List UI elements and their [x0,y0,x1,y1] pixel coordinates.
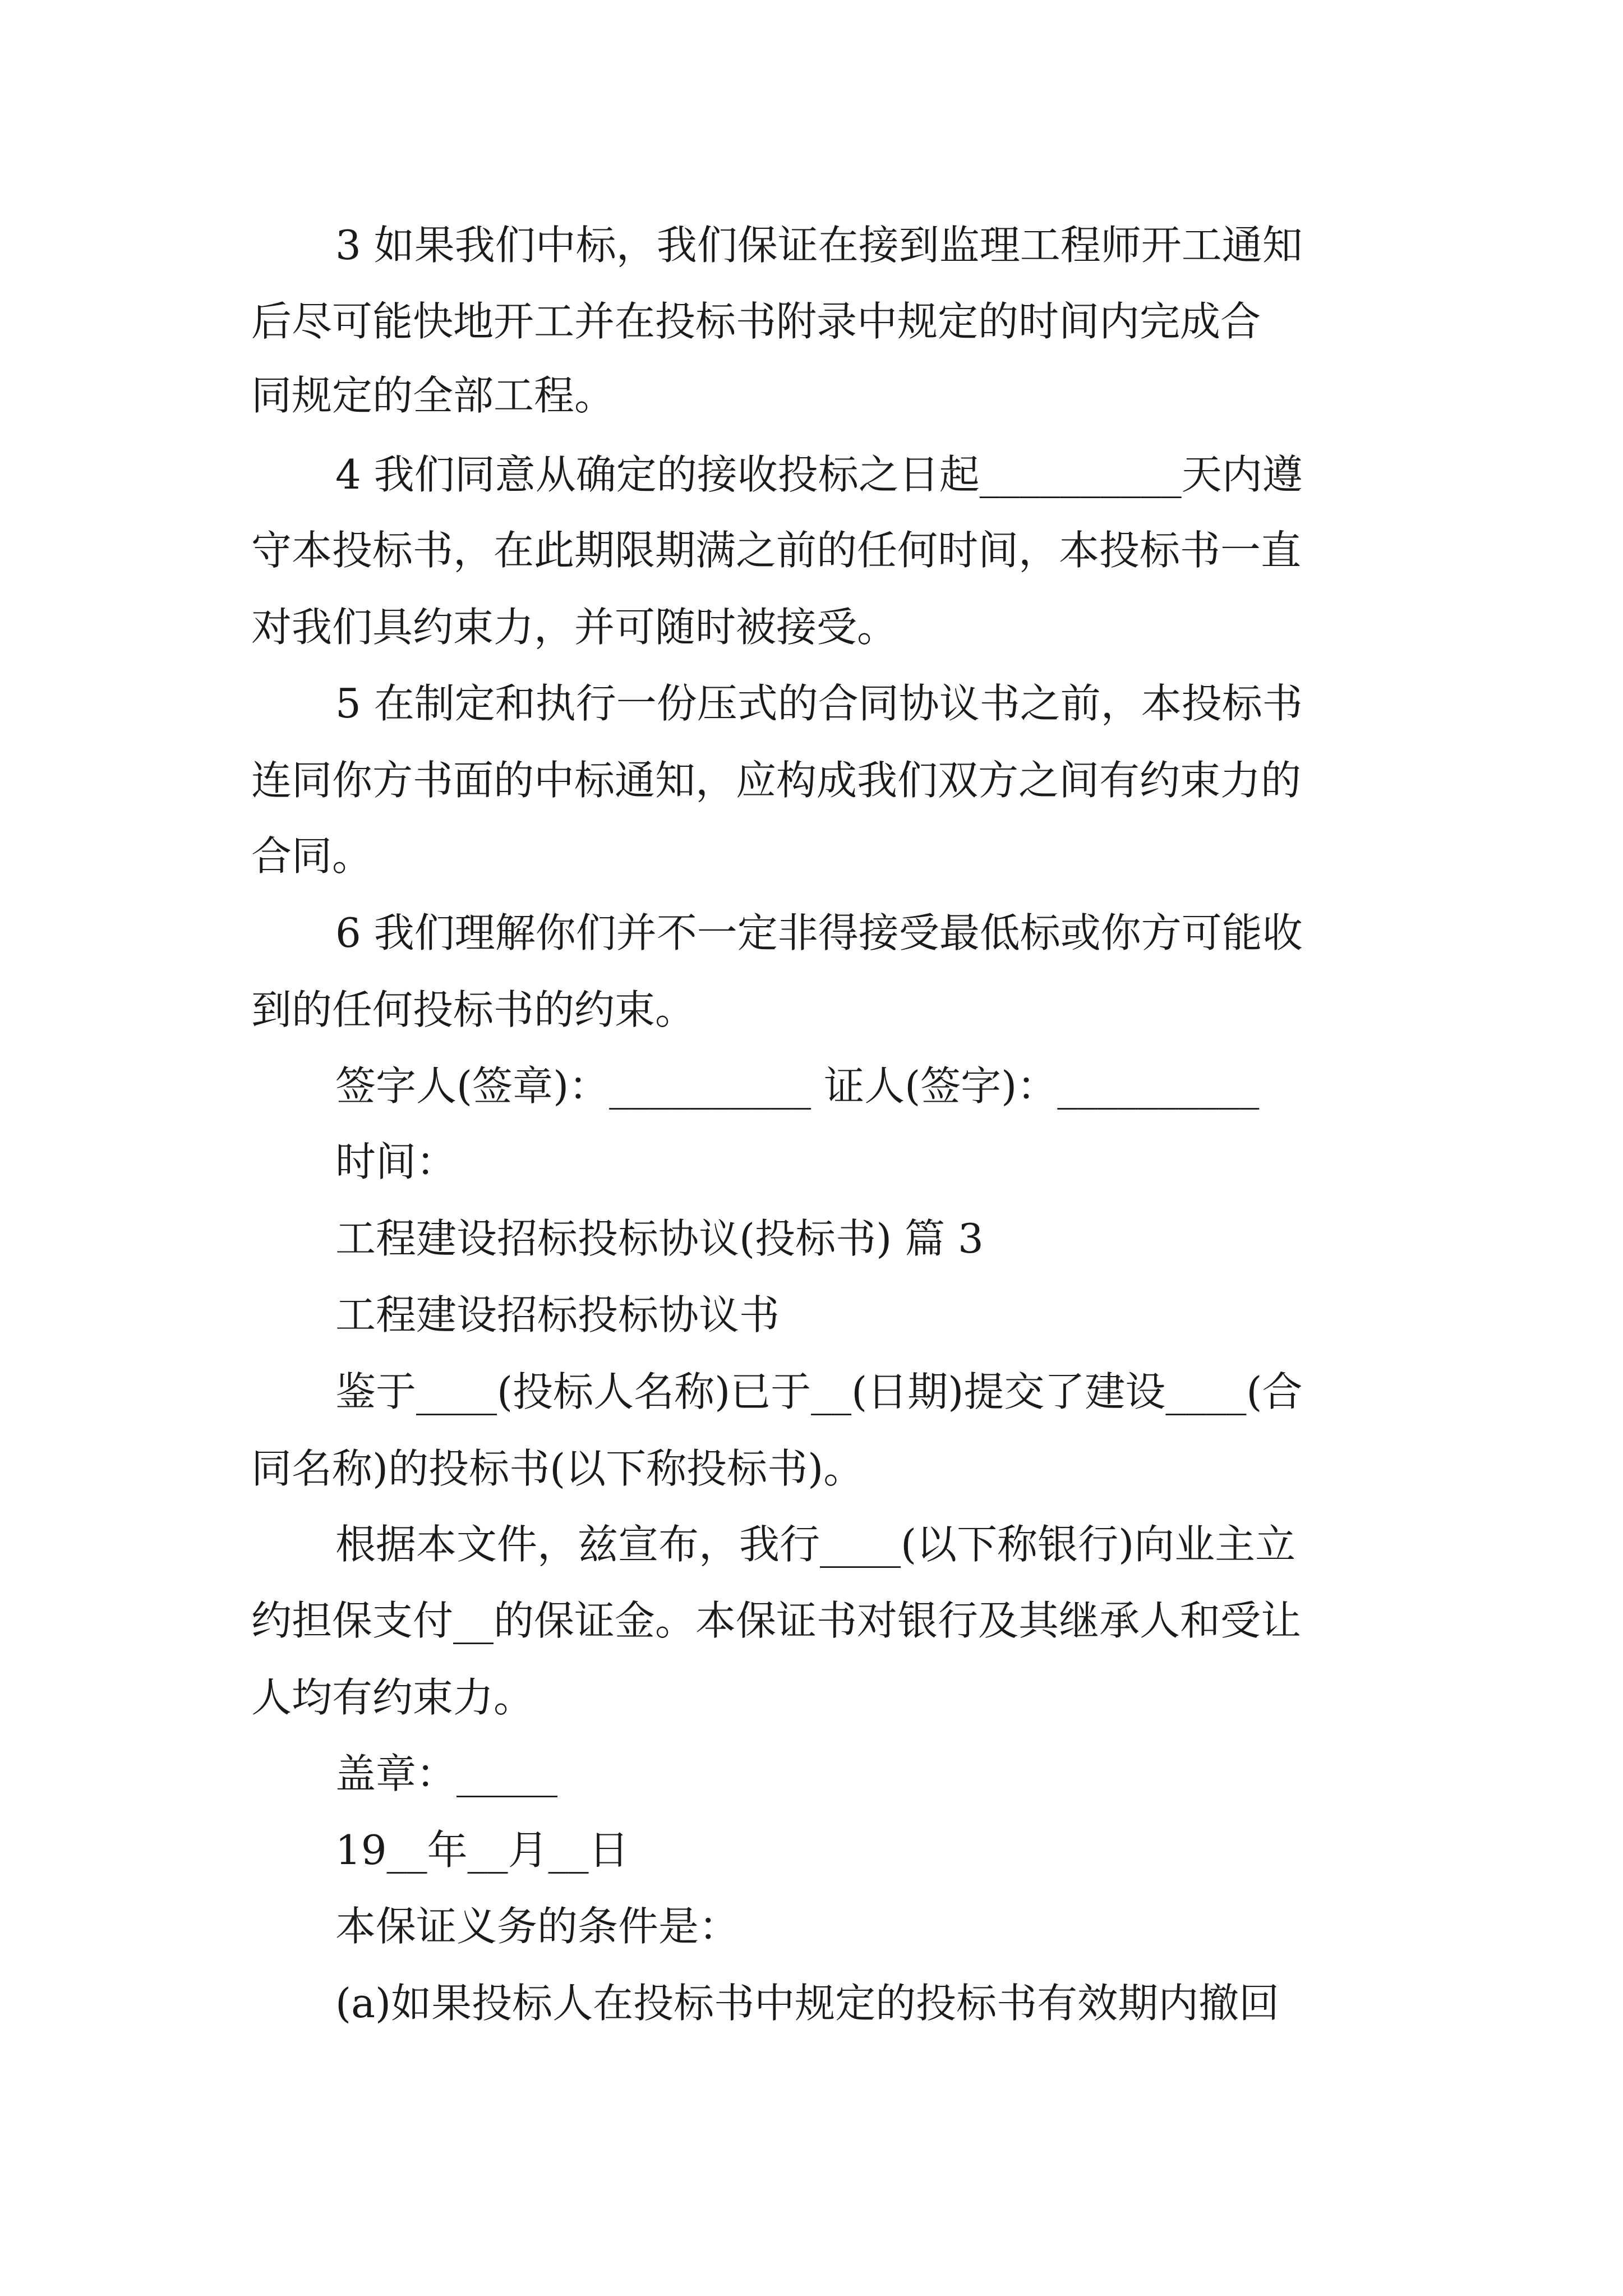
text-line: 同名称)的投标书(以下称投标书)。 [251,1445,864,1492]
text-line: 4 我们同意从确定的接收投标之日起__________天内遵 [335,451,1303,498]
text-line: 约担保支付__的保证金。本保证书对银行及其继承人和受让 [251,1597,1302,1644]
text-line: 本保证义务的条件是： [335,1903,740,1950]
text-line: 连同你方书面的中标通知，应构成我们双方之间有约束力的 [251,757,1302,804]
section-title: 工程建设招标投标协议书 [335,1291,780,1338]
seal-line: 盖章：_____ [335,1750,558,1797]
text-line: 5 在制定和执行一份压式的合同协议书之前，本投标书 [335,680,1303,727]
text-line: 人均有约束力。 [251,1674,534,1721]
text-line: 3 如果我们中标，我们保证在接到监理工程师开工通知 [335,222,1303,269]
date-line: 19__年__月__日 [335,1826,629,1874]
text-line: 6 我们理解你们并不一定非得接受最低标或你方可能收 [335,909,1303,956]
section-heading: 工程建设招标投标协议(投标书) 篇 3 [335,1215,984,1262]
text-line: 鉴于____(投标人名称)已于__(日期)提交了建设____(合 [335,1368,1303,1415]
text-line: 根据本文件，兹宣布，我行____(以下称银行)向业主立 [335,1521,1296,1568]
signature-line: 签字人(签章)：__________ 证人(签字)：__________ [335,1062,1260,1110]
text-line: 合同。 [251,832,373,880]
text-line: 同规定的全部工程。 [251,372,615,419]
text-line: (a)如果投标人在投标书中规定的投标书有效期内撤回 [335,1980,1280,2027]
time-line: 时间： [335,1138,457,1185]
text-line: 到的任何投标书的约束。 [251,986,696,1033]
text-line: 后尽可能快地开工并在投标书附录中规定的时间内完成合 [251,298,1261,345]
text-line: 守本投标书，在此期限期满之前的任何时间，本投标书一直 [251,527,1302,574]
text-line: 对我们具约束力，并可随时被接受。 [251,604,898,651]
